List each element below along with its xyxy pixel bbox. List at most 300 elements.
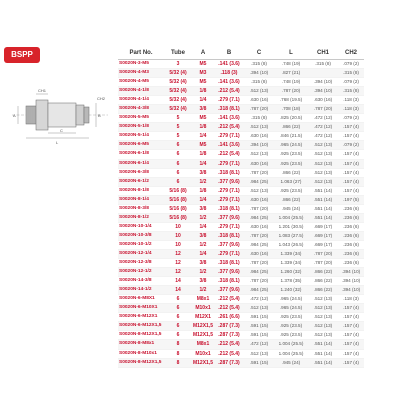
- ch1-cell: .512 (13): [308, 304, 338, 313]
- table-body: [118, 60, 364, 368]
- part-no-cell: S0020N-4-1/8: [118, 87, 164, 96]
- table-row: [118, 240, 364, 249]
- ch1-cell: .866 (22): [308, 286, 338, 295]
- b-cell: .141 (3.6): [214, 60, 244, 69]
- a-cell: 3/8: [192, 231, 214, 240]
- tube-cell: 8: [164, 340, 192, 349]
- header-ch2: CH2: [338, 46, 364, 60]
- l-cell: .866 (22): [274, 123, 308, 132]
- b-cell: .318 (8.1): [214, 277, 244, 286]
- ch2-cell: .157 (4): [338, 168, 364, 177]
- l-cell: 1.378 (35): [274, 277, 308, 286]
- header-ch1: CH1: [308, 46, 338, 60]
- table-row: [118, 69, 364, 78]
- a-cell: M12X1,5: [192, 359, 213, 366]
- l-cell: .925 (23.5): [274, 322, 308, 331]
- table-row: [118, 286, 364, 295]
- a-cell: M12X1,5: [192, 332, 213, 339]
- c-cell: .315 (8): [244, 78, 274, 87]
- tube-cell: 10: [164, 240, 192, 249]
- b-cell: .318 (8.1): [214, 105, 244, 114]
- ch1-label: CH1: [38, 88, 47, 93]
- c-cell: .984 (25): [244, 286, 274, 295]
- a-cell: 1/4: [192, 132, 214, 141]
- header-tube: Tube: [164, 46, 192, 60]
- c-cell: .787 (20): [244, 168, 274, 177]
- part-no-cell: S0020N-8-M10x1: [118, 349, 164, 358]
- c-cell: .984 (25): [244, 213, 274, 222]
- ch2-cell: .118 (3): [338, 105, 364, 114]
- ch1-cell: .551 (14): [308, 204, 338, 213]
- a-cell: 3/8: [192, 259, 214, 268]
- c-cell: .512 (13): [244, 304, 274, 313]
- part-no-cell: S0020N-8-1/8: [118, 186, 164, 195]
- part-no-cell: S0020N-6-M5: [118, 141, 164, 150]
- table-row: [118, 349, 364, 358]
- table-row: [118, 340, 364, 349]
- c-cell: .472 (12): [244, 295, 274, 304]
- a-cell: 1/2: [192, 240, 214, 249]
- c-cell: .984 (25): [244, 268, 274, 277]
- b-cell: .279 (7.1): [214, 159, 244, 168]
- part-no-cell: S0020N-4-M5: [118, 78, 164, 87]
- tube-cell: 12: [164, 268, 192, 277]
- part-no-cell: S0020N-8-M12X1,5: [118, 331, 164, 340]
- b-cell: .141 (3.6): [214, 78, 244, 87]
- part-no-cell: S0020N-8-1/2: [118, 213, 164, 222]
- l-cell: .925 (23.5): [274, 313, 308, 322]
- c-cell: .630 (16): [244, 96, 274, 105]
- b-cell: .212 (5.4): [214, 295, 244, 304]
- part-no-cell: S0020N-5-1/4: [118, 132, 164, 141]
- tube-cell: 5/16 (8): [164, 204, 192, 213]
- c-cell: .787 (20): [244, 204, 274, 213]
- b-cell: .377 (9.6): [214, 177, 244, 186]
- table-row: [118, 259, 364, 268]
- table-row: [118, 277, 364, 286]
- ch2-cell: .236 (6): [338, 259, 364, 268]
- tube-cell: 3: [164, 60, 192, 69]
- a-cell: 3/8: [192, 277, 214, 286]
- a-cell: 3/8: [192, 204, 214, 213]
- ch1-cell: .669 (17): [308, 231, 338, 240]
- l-cell: .708 (18): [274, 105, 308, 114]
- b-cell: .279 (7.1): [214, 222, 244, 231]
- tube-cell: 8: [164, 349, 192, 358]
- l-cell: 1.339 (34): [274, 249, 308, 258]
- ch1-cell: .551 (14): [308, 186, 338, 195]
- part-no-cell: S0020N-3-M5: [118, 60, 164, 69]
- l-cell: 1.260 (32): [274, 268, 308, 277]
- ch1-cell: .551 (14): [308, 340, 338, 349]
- b-cell: .279 (7.1): [214, 195, 244, 204]
- table-row: [118, 159, 364, 168]
- c-cell: .394 (10): [244, 69, 274, 78]
- a-cell: 1/4: [192, 96, 214, 105]
- ch1-cell: .669 (17): [308, 240, 338, 249]
- a-label: A: [13, 113, 16, 118]
- c-cell: .472 (12): [244, 340, 274, 349]
- tube-cell: 6: [164, 313, 192, 322]
- ch1-cell: .551 (14): [308, 358, 338, 367]
- tube-cell: 12: [164, 249, 192, 258]
- table-row: [118, 78, 364, 87]
- header-part-no: Part No.: [118, 46, 164, 60]
- c-cell: .394 (10): [244, 141, 274, 150]
- a-cell: 1/8: [192, 87, 214, 96]
- c-cell: .630 (16): [244, 132, 274, 141]
- table-row: [118, 60, 364, 69]
- l-cell: 1.063 (27): [274, 177, 308, 186]
- l-cell: .787 (20): [274, 87, 308, 96]
- b-cell: .318 (8.1): [214, 168, 244, 177]
- a-cell: 1/4: [192, 159, 214, 168]
- part-no-cell: S0020N-4-M3: [118, 69, 164, 78]
- table-row: [118, 168, 364, 177]
- a-cell: M8x1: [192, 340, 214, 349]
- a-cell: M5: [192, 141, 214, 150]
- table-row: [118, 331, 364, 340]
- ch2-cell: .079 (2): [338, 141, 364, 150]
- table-row: [118, 132, 364, 141]
- part-no-cell: S0020N-8-M8x1: [118, 340, 164, 349]
- c-cell: .315 (8): [244, 60, 274, 69]
- table-row: [118, 313, 364, 322]
- ch1-cell: .315 (8): [308, 60, 338, 69]
- b-cell: .318 (8.1): [214, 204, 244, 213]
- table-row: [118, 222, 364, 231]
- b-cell: .141 (3.6): [214, 114, 244, 123]
- b-cell: .212 (5.4): [214, 150, 244, 159]
- a-cell: 1/2: [192, 286, 214, 295]
- ch2-label: CH2: [97, 96, 106, 101]
- tube-cell: 5: [164, 132, 192, 141]
- c-cell: .984 (25): [244, 177, 274, 186]
- tube-cell: 5/16 (8): [164, 213, 192, 222]
- header-c: C: [244, 46, 274, 60]
- ch2-cell: .315 (8): [338, 69, 364, 78]
- part-no-cell: S0020N-6-M12X1: [118, 313, 164, 322]
- ch2-cell: .079 (2): [338, 60, 364, 69]
- l-cell: .825 (20.5): [274, 114, 308, 123]
- tube-cell: 14: [164, 286, 192, 295]
- tube-cell: 10: [164, 231, 192, 240]
- b-cell: .377 (9.6): [214, 286, 244, 295]
- table-row: [118, 150, 364, 159]
- part-no-cell: S0020N-12-1/4: [118, 249, 164, 258]
- a-cell: 1/2: [192, 177, 214, 186]
- c-cell: .787 (20): [244, 105, 274, 114]
- l-cell: .748 (19): [274, 78, 308, 87]
- ch2-cell: .079 (2): [338, 114, 364, 123]
- ch2-cell: .118 (3): [338, 295, 364, 304]
- ch1-cell: .512 (13): [308, 150, 338, 159]
- b-cell: .212 (5.4): [214, 87, 244, 96]
- table-row: [118, 268, 364, 277]
- ch1-cell: .787 (20): [308, 259, 338, 268]
- header-l: L: [274, 46, 308, 60]
- l-cell: 1.083 (27.5): [274, 231, 308, 240]
- table-row: [118, 204, 364, 213]
- l-label: L: [56, 140, 59, 145]
- fitting-spec-table: [118, 46, 364, 368]
- a-cell: M12X1: [192, 313, 214, 322]
- c-cell: .512 (13): [244, 150, 274, 159]
- tube-cell: 6: [164, 150, 192, 159]
- tube-cell: 5/16 (8): [164, 186, 192, 195]
- part-no-cell: S0020N-6-M8X1: [118, 295, 164, 304]
- l-cell: .866 (22): [274, 195, 308, 204]
- part-no-cell: S0020N-12-1/2: [118, 268, 164, 277]
- b-cell: .212 (5.4): [214, 349, 244, 358]
- table-row: [118, 195, 364, 204]
- header-b: B: [214, 46, 244, 60]
- ch2-cell: .236 (6): [338, 213, 364, 222]
- part-no-cell: S0020N-5-1/8: [118, 123, 164, 132]
- ch2-cell: .157 (4): [338, 349, 364, 358]
- a-cell: M10x1: [192, 349, 214, 358]
- tube-cell: 5/16 (8): [164, 195, 192, 204]
- ch1-cell: .512 (13): [308, 295, 338, 304]
- ch1-cell: .472 (12): [308, 132, 338, 141]
- table-row: [118, 249, 364, 258]
- tube-cell: 6: [164, 168, 192, 177]
- b-cell: .377 (9.6): [214, 240, 244, 249]
- a-cell: 1/2: [192, 268, 214, 277]
- ch1-cell: .866 (22): [308, 277, 338, 286]
- b-cell: .279 (7.1): [214, 96, 244, 105]
- ch1-cell: .512 (13): [308, 313, 338, 322]
- l-cell: .945 (24): [274, 204, 308, 213]
- b-cell: .261 (6.6): [214, 313, 244, 322]
- l-cell: .925 (23.5): [274, 150, 308, 159]
- b-cell: .318 (8.1): [214, 231, 244, 240]
- a-cell: M3: [192, 69, 214, 78]
- ch2-cell: .236 (6): [338, 231, 364, 240]
- ch1-cell: .512 (13): [308, 177, 338, 186]
- b-cell: .377 (9.6): [214, 268, 244, 277]
- ch2-cell: .157 (4): [338, 331, 364, 340]
- table-row: [118, 96, 364, 105]
- ch2-cell: .236 (6): [338, 249, 364, 258]
- bspp-thread-tag: BSPP: [4, 47, 40, 63]
- c-cell: .630 (16): [244, 195, 274, 204]
- ch1-cell: .512 (13): [308, 159, 338, 168]
- c-cell: .787 (20): [244, 231, 274, 240]
- a-cell: 1/4: [192, 222, 214, 231]
- part-no-cell: S0020N-8-M12X1,5: [118, 358, 164, 367]
- c-cell: .630 (16): [244, 159, 274, 168]
- part-no-cell: S0020N-14-3/8: [118, 277, 164, 286]
- b-cell: .287 (7.3): [214, 331, 244, 340]
- c-cell: .787 (20): [244, 259, 274, 268]
- ch2-cell: .079 (2): [338, 78, 364, 87]
- table-row: [118, 186, 364, 195]
- a-cell: M5: [192, 60, 214, 69]
- a-cell: M8x1: [192, 295, 214, 304]
- ch2-cell: .157 (4): [338, 313, 364, 322]
- ch1-cell: .394 (10): [308, 87, 338, 96]
- table-row: [118, 105, 364, 114]
- table-row: [118, 123, 364, 132]
- ch1-cell: .394 (10): [308, 78, 338, 87]
- part-no-cell: S0020N-10-1/4: [118, 222, 164, 231]
- fitting-drawing-icon: [8, 82, 112, 152]
- tube-cell: 10: [164, 222, 192, 231]
- c-cell: .787 (20): [244, 277, 274, 286]
- ch2-cell: .157 (4): [338, 159, 364, 168]
- part-no-cell: S0020N-4-1/4: [118, 96, 164, 105]
- ch1-cell: .551 (14): [308, 195, 338, 204]
- ch2-cell: .157 (4): [338, 322, 364, 331]
- header-a: A: [192, 46, 214, 60]
- tube-cell: 6: [164, 177, 192, 186]
- b-cell: .279 (7.1): [214, 186, 244, 195]
- c-cell: .591 (15): [244, 331, 274, 340]
- tube-cell: 12: [164, 259, 192, 268]
- l-cell: .827 (21): [274, 69, 308, 78]
- a-cell: 1/8: [192, 186, 214, 195]
- ch1-cell: .512 (13): [308, 141, 338, 150]
- ch2-cell: .157 (4): [338, 186, 364, 195]
- ch1-cell: .551 (14): [308, 213, 338, 222]
- table-header-row: [118, 46, 364, 60]
- part-no-cell: S0020N-8-1/4: [118, 195, 164, 204]
- tube-cell: 6: [164, 295, 192, 304]
- table-row: [118, 213, 364, 222]
- part-no-cell: S0020N-6-3/8: [118, 168, 164, 177]
- ch2-cell: .394 (10): [338, 286, 364, 295]
- tube-cell: 6: [164, 304, 192, 313]
- ch1-cell: .551 (14): [308, 349, 338, 358]
- ch2-cell: .157 (4): [338, 340, 364, 349]
- tube-cell: 8: [164, 358, 192, 367]
- b-label: B: [98, 113, 101, 118]
- l-cell: 1.043 (26.5): [274, 240, 308, 249]
- part-no-cell: S0020N-6-1/8: [118, 150, 164, 159]
- table-row: [118, 358, 364, 367]
- l-cell: 1.004 (25.5): [274, 349, 308, 358]
- a-cell: 1/2: [192, 213, 214, 222]
- tube-cell: 6: [164, 159, 192, 168]
- b-cell: .212 (5.4): [214, 304, 244, 313]
- part-no-cell: S0020N-12-3/8: [118, 259, 164, 268]
- part-no-cell: S0020N-6-1/2: [118, 177, 164, 186]
- part-no-cell: S0020N-10-1/2: [118, 240, 164, 249]
- c-cell: .984 (25): [244, 240, 274, 249]
- ch1-cell: .866 (22): [308, 268, 338, 277]
- ch2-cell: .315 (8): [338, 87, 364, 96]
- table-row: [118, 304, 364, 313]
- part-no-cell: S0020N-6-M10X1: [118, 304, 164, 313]
- c-cell: .630 (16): [244, 249, 274, 258]
- c-cell: .512 (13): [244, 87, 274, 96]
- ch2-cell: .157 (4): [338, 132, 364, 141]
- l-cell: 1.240 (32): [274, 286, 308, 295]
- ch2-cell: .236 (6): [338, 240, 364, 249]
- ch1-cell: .512 (13): [308, 322, 338, 331]
- l-cell: 1.201 (30.5): [274, 222, 308, 231]
- fitting-dimension-drawing: [8, 82, 112, 152]
- part-no-cell: S0020N-8-3/8: [118, 204, 164, 213]
- l-cell: .965 (24.5): [274, 141, 308, 150]
- b-cell: .279 (7.1): [214, 249, 244, 258]
- a-cell: 3/8: [192, 105, 214, 114]
- b-cell: .118 (3): [214, 69, 244, 78]
- ch1-cell: [308, 69, 338, 78]
- ch1-cell: .669 (17): [308, 222, 338, 231]
- part-no-cell: S0020N-6-1/4: [118, 159, 164, 168]
- ch1-cell: .630 (16): [308, 96, 338, 105]
- tube-cell: 5/32 (4): [164, 78, 192, 87]
- tube-cell: 5/32 (4): [164, 69, 192, 78]
- ch2-cell: .157 (4): [338, 177, 364, 186]
- l-cell: .925 (23.5): [274, 186, 308, 195]
- l-cell: .748 (19): [274, 60, 308, 69]
- table-row: [118, 322, 364, 331]
- ch2-cell: .197 (5): [338, 195, 364, 204]
- part-no-cell: S0020N-4-3/8: [118, 105, 164, 114]
- ch2-cell: .236 (6): [338, 204, 364, 213]
- a-cell: 1/8: [192, 150, 214, 159]
- ch2-cell: .157 (4): [338, 150, 364, 159]
- b-cell: .212 (5.4): [214, 123, 244, 132]
- l-cell: .965 (24.5): [274, 304, 308, 313]
- ch2-cell: .118 (3): [338, 96, 364, 105]
- tube-cell: 5: [164, 114, 192, 123]
- b-cell: .212 (5.4): [214, 340, 244, 349]
- c-cell: .630 (16): [244, 222, 274, 231]
- b-cell: .377 (9.6): [214, 213, 244, 222]
- a-cell: M10x1: [192, 304, 214, 313]
- c-cell: .315 (8): [244, 114, 274, 123]
- ch2-cell: .394 (10): [338, 268, 364, 277]
- l-cell: 1.004 (25.5): [274, 213, 308, 222]
- b-cell: .279 (7.1): [214, 132, 244, 141]
- ch1-cell: .472 (12): [308, 123, 338, 132]
- table-row: [118, 231, 364, 240]
- c-cell: .591 (15): [244, 358, 274, 367]
- c-cell: .591 (15): [244, 322, 274, 331]
- part-no-cell: S0020N-6-M12X1,5: [118, 322, 164, 331]
- l-cell: .846 (21.5): [274, 132, 308, 141]
- l-cell: .768 (19.5): [274, 96, 308, 105]
- table-row: [118, 141, 364, 150]
- a-cell: 1/8: [192, 123, 214, 132]
- c-cell: .512 (13): [244, 186, 274, 195]
- l-cell: .866 (22): [274, 168, 308, 177]
- tube-cell: 6: [164, 141, 192, 150]
- c-cell: .512 (13): [244, 123, 274, 132]
- ch2-cell: .394 (10): [338, 277, 364, 286]
- tube-cell: 5/32 (4): [164, 87, 192, 96]
- b-cell: .287 (7.3): [214, 358, 244, 367]
- a-cell: M5: [192, 114, 214, 123]
- ch2-cell: .157 (4): [338, 123, 364, 132]
- table-row: [118, 295, 364, 304]
- l-cell: 1.339 (34): [274, 259, 308, 268]
- c-cell: .591 (15): [244, 313, 274, 322]
- table-row: [118, 177, 364, 186]
- a-cell: M5: [192, 78, 214, 87]
- b-cell: .287 (7.3): [214, 322, 244, 331]
- b-cell: .318 (8.1): [214, 259, 244, 268]
- part-no-cell: S0020N-5-M5: [118, 114, 164, 123]
- tube-cell: 5/32 (4): [164, 105, 192, 114]
- ch1-cell: .512 (13): [308, 331, 338, 340]
- c-label: C: [60, 128, 63, 133]
- b-cell: .141 (3.6): [214, 141, 244, 150]
